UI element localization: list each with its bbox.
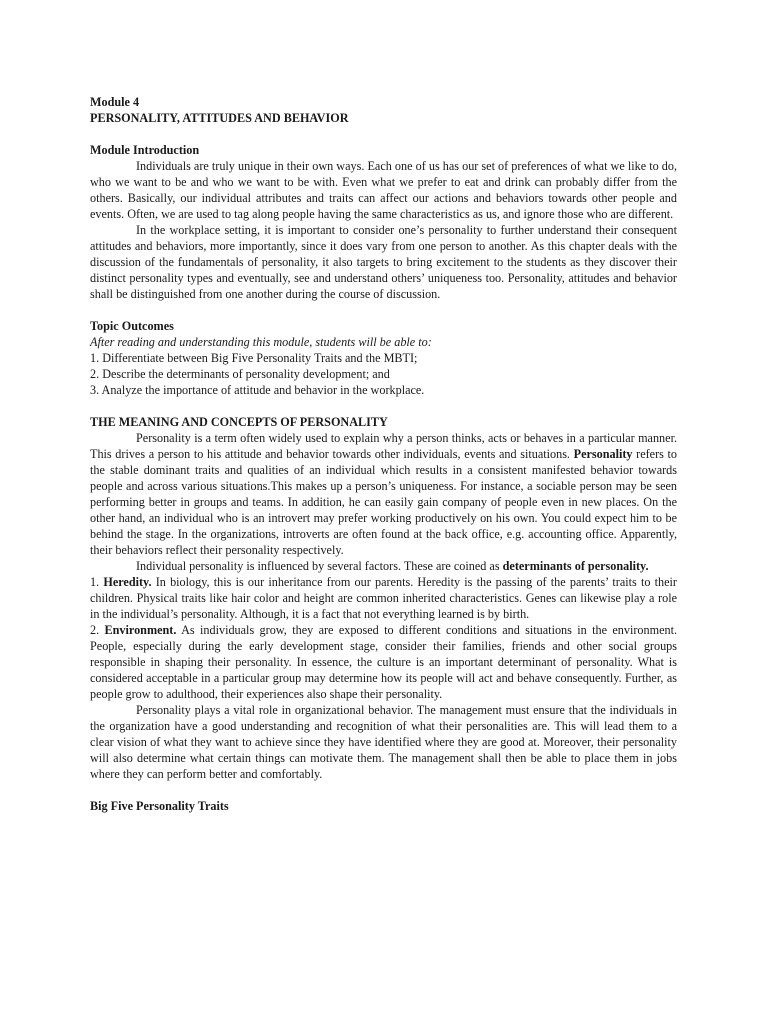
- outcomes-lead: After reading and understanding this module, students will be able to:: [90, 335, 432, 349]
- environment-item: 2. Environment. As individuals grow, they are exposed to different conditions and situations in the environment. People, especially during the early development stage, consider their families, friends and other social groups responsible in shaping their personality. In essence, the culture is an important determinant of personality. What is considered acceptable in a particular group may determine how its people will act and behave consequently. Further, as people grow to adulthood, their experiences also shape their personality.: [90, 623, 678, 701]
- module-title: PERSONALITY, ATTITUDES AND BEHAVIOR: [90, 111, 349, 125]
- outcomes-heading: Topic Outcomes: [90, 319, 174, 333]
- spacer: [90, 126, 677, 142]
- spacer: [90, 302, 677, 318]
- meaning-paragraph-2: Individual personality is influenced by several factors. These are coined as determinants of personality.: [136, 559, 649, 573]
- spacer: [90, 782, 677, 798]
- bigfive-heading: Big Five Personality Traits: [90, 799, 229, 813]
- outcome-item: 1. Differentiate between Big Five Personality Traits and the MBTI;: [90, 351, 418, 365]
- intro-paragraph-2: In the workplace setting, it is important to consider one’s personality to further understand their consequent attitudes and behaviors, more importantly, since it does vary from one person to another. As this chapter deals with the discussion of the fundamentals of personality, it also targets to bring excitement to the students as they discover their distinct personality types and eventually, see and understand others’ uniqueness too. Personality, attitudes and behavior shall be distinguished from one another during the course of discussion.: [90, 223, 677, 301]
- meaning-heading: THE MEANING AND CONCEPTS OF PERSONALITY: [90, 415, 388, 429]
- meaning-paragraph-1: Personality is a term often widely used to explain why a person thinks, acts or behaves in a particular manner. This drives a person to his attitude and behavior towards other individuals, events and situations. Personality refers to the stable dominant traits and qualities of an individual which results in a consistent manifested behavior towards people and across various situations.This makes up a person’s uniqueness. For instance, a sociable person may be seen performing better in groups and teams. In addition, he can easily gain company of people even in new places. On the other hand, an individual who is an introvert may prefer working productively on his own. You could expect him to be behind the stage. In the organizations, introverts are often found at the back office, e.g. accounting office. Apparently, their behaviors reflect their personality respectively.: [90, 431, 678, 557]
- outcome-item: 3. Analyze the importance of attitude and behavior in the workplace.: [90, 383, 425, 397]
- heredity-item: 1. Heredity. In biology, this is our inheritance from our parents. Heredity is the passing of the parents’ traits to their children. Physical traits like hair color and height are common inherited characteristics. Genes can likewise play a role in the individual’s personality. Although, it is a fact that not everything learned is by birth.: [90, 575, 677, 621]
- intro-heading: Module Introduction: [90, 143, 200, 157]
- module-label: Module 4: [90, 95, 140, 109]
- document-page: [90, 94, 677, 814]
- outcome-item: 2. Describe the determinants of personality development; and: [90, 367, 390, 381]
- intro-paragraph-1: Individuals are truly unique in their own ways. Each one of us has our set of preferences of what we like to do, who we want to be and who we want to be with. Even what we prefer to eat and drink can probably differ from the others. Basically, our individual attributes and traits can affect our actions and behaviors towards other people and events. Often, we are used to tag along people having the same characteristics as us, and ignore those who are different.: [90, 159, 677, 221]
- spacer: [90, 398, 677, 414]
- meaning-paragraph-3: Personality plays a vital role in organizational behavior. The management must ensure that the individuals in the organization have a good understanding and recognition of what their personalities are. This will lead them to a clear vision of what they want to achieve since they have identified where they are good at. Moreover, their personality will also determine what certain things can motivate them. The management shall then be able to place them in jobs where they can perform better and comfortably.: [90, 703, 677, 781]
- outcomes-list: [90, 350, 677, 398]
